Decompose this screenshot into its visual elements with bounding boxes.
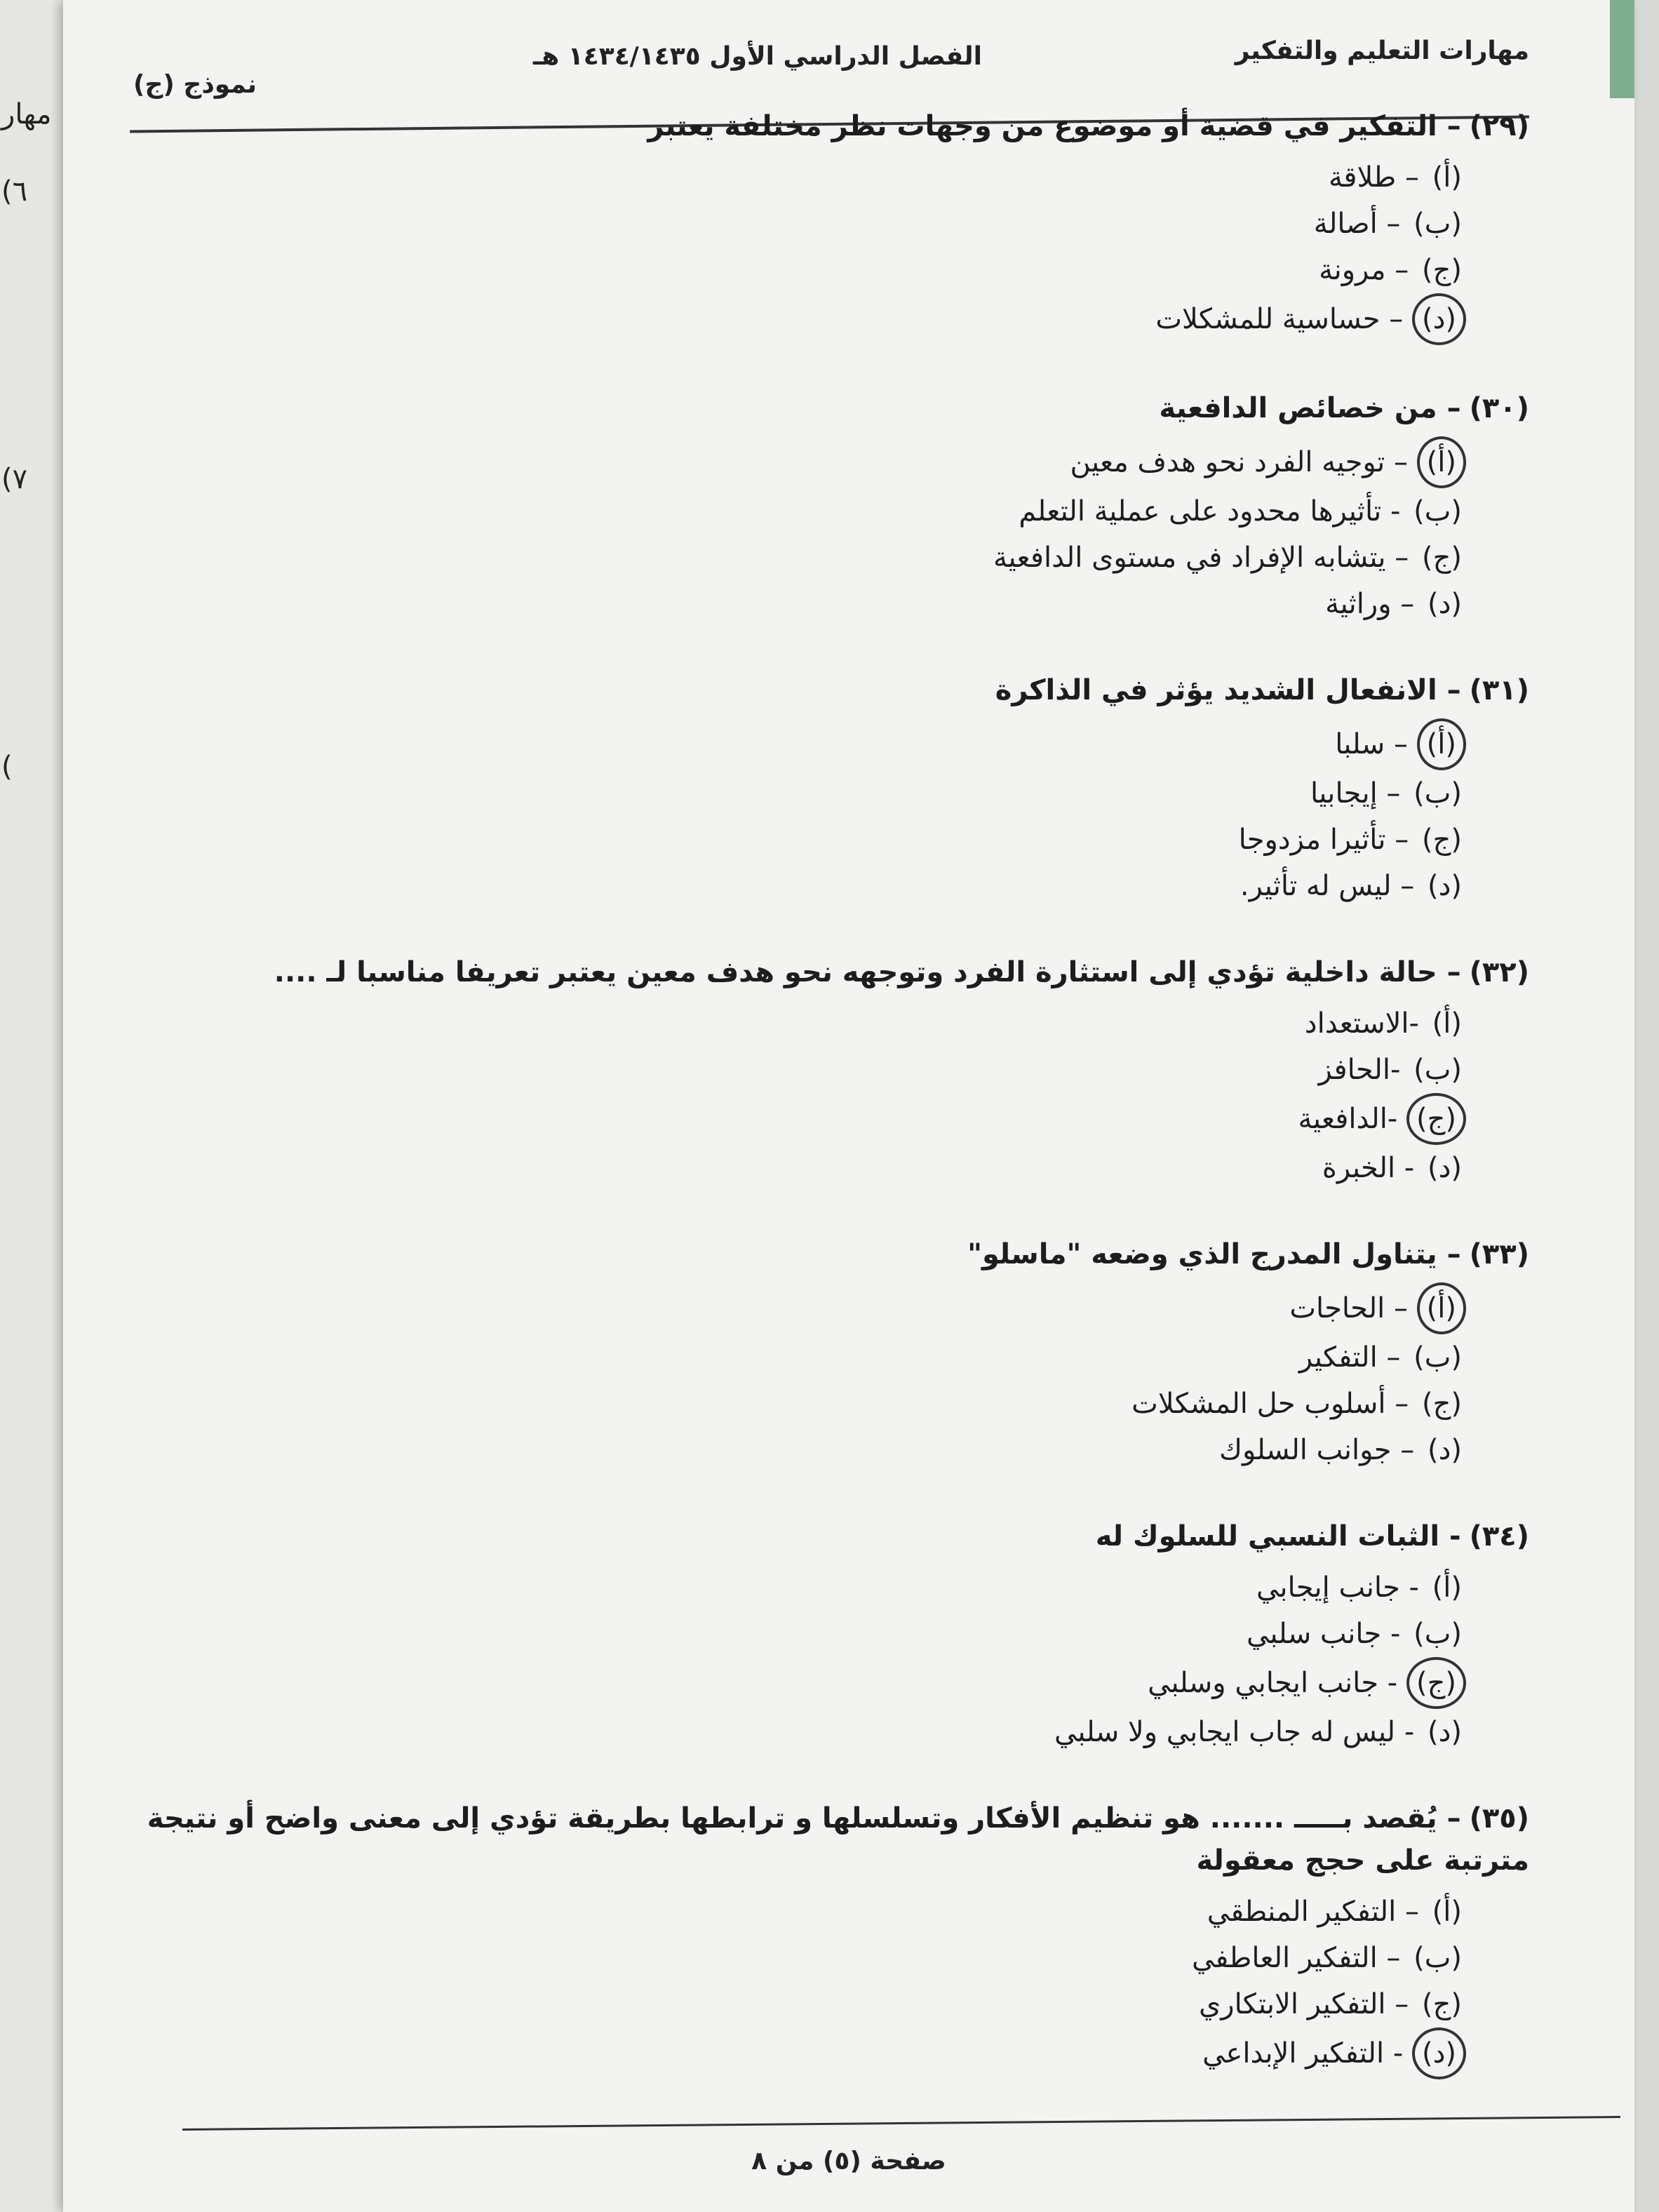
circled-option-letter: (أ) [1417, 1282, 1466, 1334]
answer-options [126, 1889, 1529, 2079]
option-text: - تأثيرها محدود على عملية التعلم [1019, 495, 1401, 528]
underlying-page-text: ٦) [1, 175, 28, 208]
option-text: -الحافز [1318, 1054, 1401, 1086]
option-letter: (ب) [1413, 1054, 1462, 1086]
option-letter: (ب) [1413, 1618, 1462, 1650]
option-letter: (ب) [1413, 1341, 1462, 1374]
question-number: (٣٠) [1469, 392, 1529, 424]
question-number: (٣٤) [1469, 1520, 1529, 1553]
answer-options [126, 1000, 1529, 1191]
answer-option [126, 2027, 1466, 2079]
question-text: – حالة داخلية تؤدي إلى استثارة الفرد وتوجهه نحو هدف معين يعتبر تعريفا مناسبا لـ .... [274, 956, 1461, 988]
question-number: (٣٣) [1469, 1238, 1529, 1271]
course-title: مهارات التعليم والتفكير [1235, 36, 1529, 65]
option-letter: (ب) [1413, 208, 1462, 240]
answer-option [126, 581, 1466, 627]
question-stem [126, 1233, 1529, 1275]
option-text: – التفكير الابتكاري [1198, 1988, 1409, 2020]
option-letter: (د) [1427, 1152, 1462, 1184]
option-text: – أسلوب حل المشكلات [1131, 1388, 1409, 1420]
option-text: -الاستعداد [1304, 1007, 1419, 1040]
option-letter: (ج) [1421, 254, 1462, 286]
question-text: – يتناول المدرج الذي وضعه "ماسلو" [967, 1238, 1461, 1271]
page-header [133, 28, 1529, 112]
answer-option [126, 1000, 1466, 1047]
option-text: – الحاجات [1289, 1292, 1408, 1325]
option-text: - جانب سلبي [1247, 1618, 1401, 1650]
option-letter: (ج) [1421, 1388, 1462, 1420]
underlying-page-text: ) [1, 751, 13, 783]
answer-options [126, 154, 1529, 345]
question-number: (٢٩) [1469, 110, 1529, 142]
question-number: (٣٢) [1469, 956, 1529, 988]
option-text: - ليس له جاب ايجابي ولا سلبي [1054, 1716, 1415, 1748]
question-stem [126, 669, 1529, 711]
option-text: – التفكير العاطفي [1191, 1942, 1401, 1974]
question-stem [126, 387, 1529, 429]
option-letter: (د) [1427, 1434, 1462, 1466]
model-label: نموذج (ج) [133, 70, 257, 99]
option-text: -الدافعية [1298, 1103, 1398, 1135]
answer-options [126, 436, 1529, 627]
option-letter: (ب) [1413, 777, 1462, 810]
option-text: - التفكير الإبداعي [1202, 2037, 1404, 2070]
option-text: - الخبرة [1322, 1152, 1415, 1184]
option-letter: (د) [1427, 588, 1462, 620]
option-letter: (أ) [1432, 161, 1462, 194]
circled-option-letter: (د) [1412, 2027, 1466, 2079]
answer-options [126, 1564, 1529, 1755]
option-text: – طلاقة [1328, 161, 1419, 194]
term-label: الفصل الدراسي الأول ١٤٣٤/١٤٣٥ هـ [532, 42, 982, 71]
answer-option [126, 1657, 1466, 1709]
underlying-page-text: ٧) [1, 463, 28, 495]
answer-option [126, 817, 1466, 863]
option-text: – حساسية للمشكلات [1155, 303, 1404, 335]
circled-option-letter: (أ) [1417, 436, 1466, 488]
question-stem [126, 1515, 1529, 1557]
answer-option [126, 293, 1466, 345]
question [126, 1797, 1529, 2079]
answer-option [126, 535, 1466, 581]
question-text: – التفكير في قضية أو موضوع من وجهات نظر مختلفة يعتبر [647, 110, 1461, 142]
option-text: - جانب إيجابي [1256, 1571, 1419, 1604]
answer-option [126, 1935, 1466, 1981]
circled-option-letter: (ج) [1406, 1657, 1466, 1709]
option-letter: (ب) [1413, 1942, 1462, 1974]
answer-option [126, 863, 1466, 909]
question-stem [126, 1797, 1529, 1882]
option-text: – سلبا [1335, 728, 1408, 760]
answer-option [126, 1381, 1466, 1427]
answer-option [126, 1427, 1466, 1473]
answer-option [126, 1282, 1466, 1334]
circled-option-letter: (د) [1412, 293, 1466, 345]
question [126, 387, 1529, 627]
question-stem [126, 105, 1529, 147]
option-letter: (ب) [1413, 495, 1462, 528]
answer-option [126, 1334, 1466, 1381]
option-letter: (د) [1427, 870, 1462, 902]
answer-option [126, 247, 1466, 293]
option-letter: (أ) [1432, 1896, 1462, 1928]
option-text: – تأثيرا مزدوجا [1238, 824, 1409, 856]
question [126, 1515, 1529, 1755]
option-text: – إيجابيا [1310, 777, 1401, 810]
question [126, 105, 1529, 345]
answer-option [126, 201, 1466, 247]
question-number: (٣٥) [1469, 1802, 1529, 1835]
question-list [126, 105, 1529, 2121]
answer-option [126, 1981, 1466, 2027]
answer-options [126, 1282, 1529, 1473]
answer-option [126, 1889, 1466, 1935]
option-text: – التفكير المنطقي [1207, 1896, 1419, 1928]
option-text: - جانب ايجابي وسلبي [1148, 1667, 1398, 1699]
answer-option [126, 770, 1466, 817]
question-number: (٣١) [1469, 674, 1529, 706]
answer-option [126, 718, 1466, 770]
tab-edge [1610, 0, 1634, 98]
question-text: – يُقصد بـــــ ....... هو تنظيم الأفكار وتسلسلها و ترابطها بطريقة تؤدي إلى معنى واضح أو نتيجة مترتبة على حجج معقولة [147, 1802, 1529, 1877]
circled-option-letter: (ج) [1406, 1093, 1466, 1145]
exam-page [63, 0, 1634, 2212]
question [126, 669, 1529, 909]
question-text: – من خصائص الدافعية [1159, 392, 1461, 424]
option-text: – جوانب السلوك [1219, 1434, 1415, 1466]
answer-option [126, 154, 1466, 201]
question-text: - الثبات النسبي للسلوك له [1095, 1520, 1461, 1553]
option-text: – يتشابه الإفراد في مستوى الدافعية [993, 542, 1409, 574]
option-text: – التفكير [1298, 1341, 1401, 1374]
circled-option-letter: (أ) [1417, 718, 1466, 770]
answer-option [126, 1093, 1466, 1145]
answer-option [126, 1145, 1466, 1191]
question [126, 1233, 1529, 1473]
option-letter: (أ) [1432, 1571, 1462, 1604]
option-letter: (ج) [1421, 824, 1462, 856]
question [126, 951, 1529, 1191]
page-number: صفحة (٥) من ٨ [751, 2147, 946, 2176]
underlying-page-text: مهار [1, 98, 52, 130]
option-letter: (ج) [1421, 542, 1462, 574]
option-text: – وراثية [1325, 588, 1415, 620]
answer-option [126, 1047, 1466, 1093]
option-letter: (د) [1427, 1716, 1462, 1748]
answer-option [126, 1564, 1466, 1611]
option-text: – توجيه الفرد نحو هدف معين [1070, 446, 1408, 478]
option-text: – ليس له تأثير. [1240, 870, 1415, 902]
option-letter: (ج) [1421, 1988, 1462, 2020]
question-text: – الانفعال الشديد يؤثر في الذاكرة [995, 674, 1461, 706]
option-text: – أصالة [1313, 208, 1401, 240]
answer-options [126, 718, 1529, 909]
underlying-page [0, 0, 65, 2212]
answer-option [126, 1709, 1466, 1755]
answer-option [126, 436, 1466, 488]
option-text: – مرونة [1319, 254, 1409, 286]
question-stem [126, 951, 1529, 993]
answer-option [126, 488, 1466, 535]
answer-option [126, 1611, 1466, 1657]
option-letter: (أ) [1432, 1007, 1462, 1040]
